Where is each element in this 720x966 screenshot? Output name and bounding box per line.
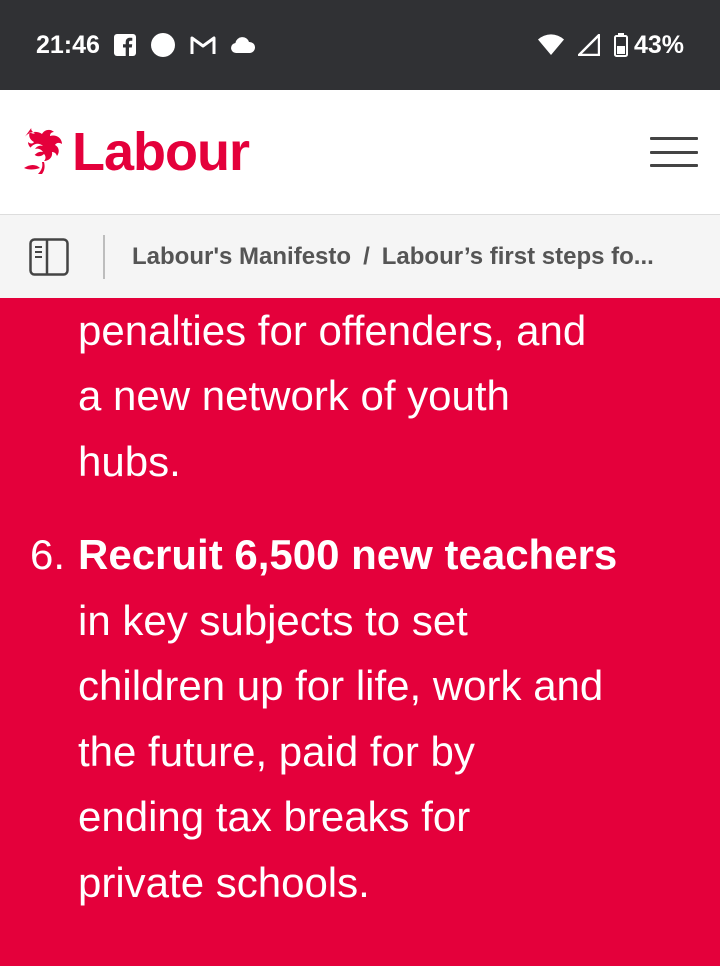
- gmail-icon: [190, 35, 216, 55]
- site-header: [0, 90, 720, 214]
- list-item-5-continued: [0, 298, 720, 494]
- list-item-number: 6.: [30, 531, 66, 578]
- list-item-6: [0, 522, 720, 915]
- breadcrumb-current-page: Labour’s first steps fo...: [381, 242, 654, 270]
- menu-button[interactable]: [650, 137, 698, 167]
- text-line: children up for life, work and: [78, 662, 604, 709]
- manifesto-content: [0, 298, 720, 966]
- text-line: ending tax breaks for: [78, 793, 471, 840]
- hamburger-icon-line: [650, 151, 698, 154]
- cloud-icon: [230, 36, 256, 54]
- cell-signal-icon: [578, 34, 600, 56]
- status-left: [36, 31, 256, 60]
- facebook-icon: [114, 34, 136, 56]
- hamburger-icon-line: [650, 137, 698, 140]
- breadcrumb: [132, 243, 702, 271]
- list-gap: [0, 494, 720, 522]
- list-item-heading: Recruit 6,500 new teachers: [78, 531, 618, 578]
- breadcrumb-separator: /: [363, 242, 370, 270]
- logo-text: Labour: [72, 122, 249, 182]
- wifi-icon: [538, 34, 564, 56]
- breadcrumb-divider: [103, 235, 105, 279]
- text-line: hubs.: [78, 437, 181, 485]
- text-line: a new network of youth: [78, 372, 510, 419]
- circle-icon: [150, 32, 176, 58]
- hamburger-icon-line: [650, 164, 698, 167]
- battery-percent: 43%: [633, 30, 684, 59]
- text-line: penalties for offenders, and: [78, 306, 587, 354]
- labour-logo[interactable]: [20, 122, 249, 182]
- sidebar-toggle-icon[interactable]: [29, 238, 69, 276]
- text-line: the future, paid for by: [78, 727, 475, 775]
- text-line: in key subjects to set: [78, 596, 468, 644]
- status-right: [538, 31, 684, 60]
- status-time: 21:46: [36, 30, 100, 59]
- battery-group: [614, 31, 684, 60]
- content-scroll: [0, 298, 720, 915]
- breadcrumb-bar: [0, 214, 720, 298]
- text-line: private schools.: [78, 858, 370, 906]
- rose-logo-icon: [20, 128, 68, 176]
- battery-icon: [614, 33, 628, 57]
- status-bar: [0, 0, 720, 90]
- breadcrumb-link-manifesto[interactable]: Labour's Manifesto: [132, 242, 352, 270]
